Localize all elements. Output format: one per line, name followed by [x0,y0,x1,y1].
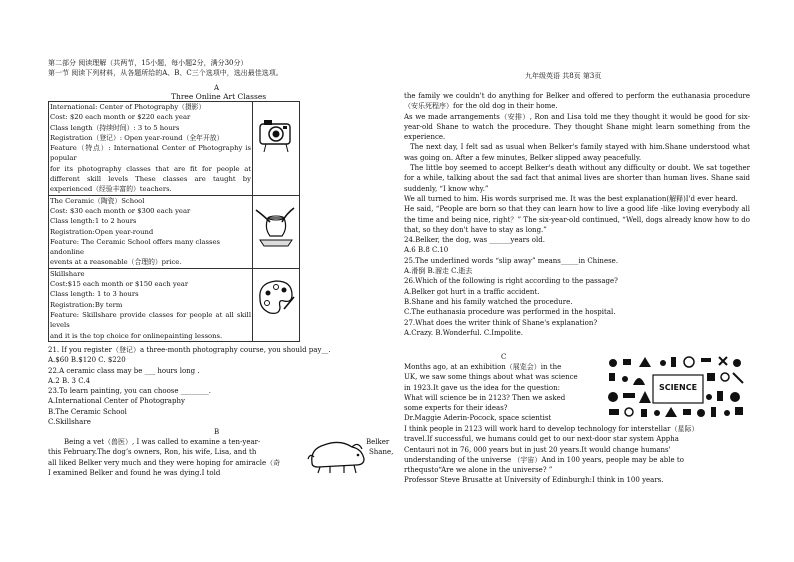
passage-b-line: Being a vet（兽医）, I was called to examine a ten-year- [64,438,261,446]
passage-c-line: Professor Steve Brusatte at University of Edinburgh:I think in 100 years. [404,476,664,485]
question-24-options: A.6 B.8 C.10 [404,246,449,255]
passage-a-title: Three Online Art Classes [171,92,267,101]
passage-c-line: I think people in 2123 will work hard to develop technology for interstellar（星际） [404,425,699,433]
section-title: 第二部分 阅读理解（共两节，15小题，每小题2分，满分30分） [48,59,248,67]
class-feature-cont: for its photography classes that are fit for people at different skill levels These classes are taught by experienced（经验丰富的）teachers. [50,164,251,194]
passage-b-intro [48,437,310,478]
camera-icon [253,102,300,196]
class-cost: Cost: $20 each month or $220 each year [50,113,191,122]
class-registration: Registration:Open year-round [50,227,154,236]
passage-c-line: rthequsto“Are we alone in the universe? ” [404,466,553,475]
passage-b-tail: Belker [366,438,390,446]
passage-b-paragraph: As we made arrangements（安排）, Ron and Lisa told me they thought it would be good for six-year-old Shane to watch the procedure. They thought Shane might learn something from the experience. [404,112,750,142]
class-registration: Registration:By term [50,300,123,309]
question-26-option-c: C.The euthanasia procedure was performed in the hospital. [404,308,616,317]
passage-c-body [404,424,750,486]
class-feature: Feature: The Ceramic School offers many classes andonline [50,237,221,257]
passage-c-line: What will science be in 2123? Then we asked [404,393,566,402]
passage-c-intro [404,362,604,424]
class-info [49,102,253,196]
passage-c-line: in 1923.It gave us the idea for the question: [404,383,560,392]
class-row-photography [49,102,300,196]
science-collage-icon [605,355,745,419]
class-length: Class length（持续时间）: 3 to 5 hours [50,123,180,132]
passage-c-letter: C [501,353,507,361]
dog-icon [306,433,368,475]
class-registration: Registration（登记）: Open year-round（全年开放） [50,133,224,142]
class-feature: Feature: Skillshare provide classes for people at all skill levels [50,310,251,330]
question-27: 27.What does the writer think of Shane's explanation? [404,318,598,327]
class-length: Class length:1 to 2 hours [50,217,137,226]
science-label: SCIENCE [658,383,698,392]
passage-b-letter: B [214,428,220,436]
question-26: 26.Which of the following is right according to the passage? [404,277,618,286]
class-feature-cont: events at a reasonable（合理的）price. [50,258,182,267]
class-feature: Feature（特点）: International Center of Photography is popular [50,144,251,163]
palette-icon [253,268,300,341]
passage-c-line: Dr.Maggie Aderin-Pocock, space scientist [404,414,552,423]
class-row-skillshare [49,268,300,341]
question-21-options: A.$60 B.$120 C. $220 [48,356,126,365]
class-length: Class length: 1 to 3 hours [50,290,139,299]
class-info [49,268,253,341]
passage-c-line: Months ago, at an exhibition（展览会）in the [404,363,562,371]
question-26-option-a: A.Belker got hurt in a traffic accident. [404,287,540,296]
question-25: 25.The underlined words “slip away” means_____in Chinese. [404,256,619,265]
art-classes-table [48,101,300,342]
class-row-ceramic [49,195,300,268]
question-23-option-c: C.Skillshare [48,418,91,427]
question-27-options: A.Crazy. B.Wonderful. C.Impolite. [404,328,523,337]
passage-a-questions [48,345,350,427]
section-subtitle: 第一节 阅读下列材料，从各题所给的A、B、C三个选项中，选出最佳选项。 [48,69,283,77]
class-name: The Ceramic（陶瓷）School [50,196,145,205]
class-cost: Cost:$15 each month or $150 each year [50,280,189,289]
passage-b-paragraph: We all turned to him. His words surprised me. It was the best explanation(解释)I'd ever heard. [404,194,738,203]
question-23-option-b: B.The Ceramic School [48,407,127,416]
passage-c-line: travel.If successful, we humans could get to our next-door star system Appha [404,435,679,444]
passage-b-continued [404,91,750,338]
question-26-option-b: B.Shane and his family watched the procedure. [404,297,573,306]
passage-b-paragraph: the family we couldn't do anything for Belker and offered to perform the euthanasia procedure（安乐死程序）for the old dog in their home. [404,92,750,111]
class-name: Skillshare [50,269,85,278]
class-feature-cont: and it is the top choice for onlinepainting lessons. [50,331,223,340]
pottery-icon [253,195,300,268]
passage-b-tail: Shane, [369,448,394,456]
class-cost: Cost: $30 each month or $300 each year [50,206,191,215]
passage-c-line: understanding of the universe （宇宙）And in 100 years, people may be able to [404,455,684,464]
passage-a-letter: A [214,84,220,92]
class-info [49,195,253,268]
passage-b-line: I examined Belker and found he was dying.I told [48,468,221,477]
question-21: 21. If you register（登记）a three-month photography course, you should pay__. [48,346,331,354]
passage-b-paragraph: The little boy seemed to accept Belker's death without any difficulty or doubt. We sat together for a while, talking about the sad fact that animal lives are shorter than human lives. Shane said suddenly, “I know why.” [404,164,750,193]
question-23: 23.To learn painting, you can choose ________. [48,387,211,396]
question-22-options: A.2 B. 3 C.4 [48,376,91,385]
passage-c-line: UK, we saw some things about what was science [404,373,578,382]
question-24: 24.Belker, the dog, was ______years old. [404,236,545,245]
question-23-option-a: A.International Center of Photography [48,397,185,406]
passage-c-line: some experts for their ideas? [404,404,508,413]
passage-c-line: Centauri not in 76, 000 years but in just 20 years.It would change humans' [404,445,671,454]
page-info: 九年级英语 共8页 第3页 [525,72,602,80]
passage-b-line: all liked Belker very much and they were hoping for amiracle（奇 [48,458,281,467]
passage-b-paragraph: He said, “People are born so that they can learn how to live a good life -like loving everybody all the time and being nice, right？” The six-year-old continued, “Well, dogs already know how to do that, so they don't have to stay as long.” [404,205,750,234]
passage-b-line: this February.The dog’s owners, Ron, his wife, Lisa, and th [48,448,257,457]
question-22: 22.A ceramic class may be ___ hours long . [48,366,200,375]
class-name: International: Center of Photography（摄影） [50,103,206,111]
question-25-options: A.滑倒 B.溜走 C.逝去 [404,267,473,276]
passage-b-paragraph: The next day, I felt sad as usual when Belker's family stayed with him.Shane understood what was going on. After a few minutes, Belker slipped away peacefully. [404,143,750,162]
